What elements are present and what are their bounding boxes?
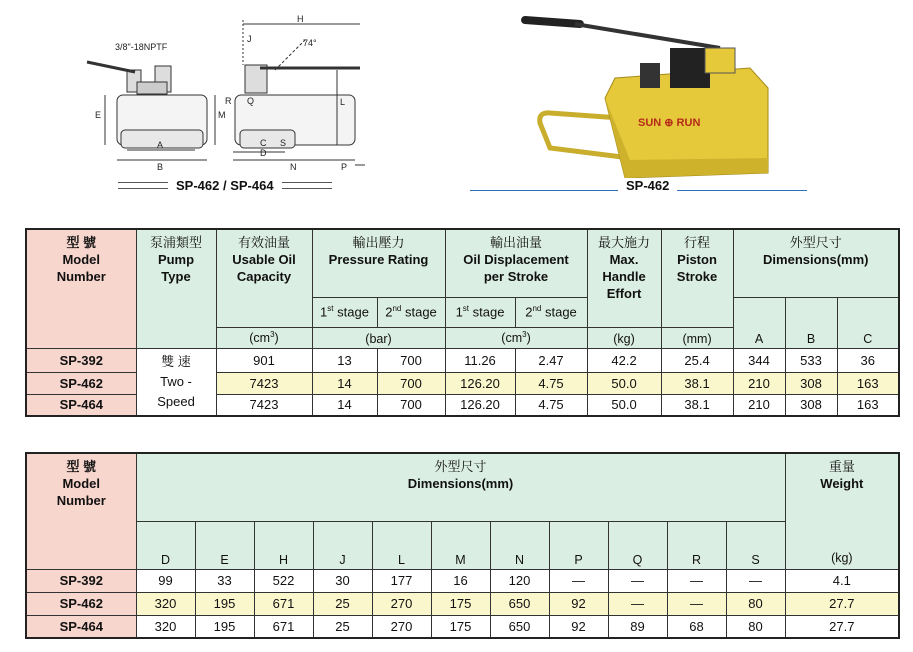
unit-stroke: (mm) bbox=[661, 327, 733, 348]
capacity-value: 7423 bbox=[216, 372, 312, 394]
pressure-stage1-value: 13 bbox=[312, 348, 377, 372]
dim-a-value: 344 bbox=[733, 348, 785, 372]
header-dim-q: Q bbox=[608, 521, 667, 569]
dim-p-value: 92 bbox=[549, 592, 608, 615]
dim-m-value: 175 bbox=[431, 592, 490, 615]
label-p: P bbox=[341, 162, 348, 172]
pressure-stage2-value: 700 bbox=[377, 348, 445, 372]
dim-q-value: — bbox=[608, 569, 667, 592]
photo-caption-line-right bbox=[677, 190, 807, 191]
label-c: C bbox=[260, 138, 267, 148]
dim-n-value: 650 bbox=[490, 592, 549, 615]
label-m: M bbox=[218, 110, 226, 120]
dim-b-value: 308 bbox=[785, 372, 837, 394]
spec-table-dimensions bbox=[25, 452, 900, 639]
effort-value: 42.2 bbox=[587, 348, 661, 372]
label-h: H bbox=[297, 14, 304, 24]
unit-weight: (kg) bbox=[831, 550, 853, 565]
dim-e-value: 195 bbox=[195, 615, 254, 638]
dim-l-value: 270 bbox=[372, 615, 431, 638]
pressure-stage1-value: 14 bbox=[312, 394, 377, 416]
header-pump-type: 泵浦類型 Pump Type bbox=[136, 229, 216, 348]
pressure-stage2-value: 700 bbox=[377, 394, 445, 416]
pressure-stage2-value: 700 bbox=[377, 372, 445, 394]
header-stroke: 行程 Piston Stroke bbox=[661, 229, 733, 327]
table-row bbox=[26, 615, 899, 638]
header-effort: 最大施力 Max. Handle Effort bbox=[587, 229, 661, 327]
displacement-stage1-value: 11.26 bbox=[445, 348, 515, 372]
label-port: 3/8"-18NPTF bbox=[115, 42, 168, 52]
stroke-value: 25.4 bbox=[661, 348, 733, 372]
spec-table-pump bbox=[25, 228, 900, 417]
displacement-stage2-value: 4.75 bbox=[515, 372, 587, 394]
label-b: B bbox=[157, 162, 164, 172]
dim-n-value: 120 bbox=[490, 569, 549, 592]
stroke-value: 38.1 bbox=[661, 372, 733, 394]
weight-value: 4.1 bbox=[785, 569, 899, 592]
model-number: SP-462 bbox=[26, 372, 136, 394]
dim-l-value: 177 bbox=[372, 569, 431, 592]
product-photo bbox=[520, 8, 770, 178]
drawing-caption-text: SP-462 / SP-464 bbox=[176, 178, 274, 193]
unit-displacement: $(cm^3)$ bbox=[445, 327, 587, 348]
dim-r-value: — bbox=[667, 592, 726, 615]
dim-j-value: 30 bbox=[313, 569, 372, 592]
label-n: N bbox=[290, 162, 297, 172]
label-j: J bbox=[247, 34, 252, 44]
dim-a-value: 210 bbox=[733, 372, 785, 394]
model-number: SP-392 bbox=[26, 569, 136, 592]
table-row bbox=[26, 592, 899, 615]
dim-m-value: 175 bbox=[431, 615, 490, 638]
dim-e-value: 33 bbox=[195, 569, 254, 592]
dim-h-value: 671 bbox=[254, 615, 313, 638]
header-dimensions: 外型尺寸 Dimensions(mm) bbox=[136, 453, 785, 521]
dim-d-value: 320 bbox=[136, 592, 195, 615]
dim-e-value: 195 bbox=[195, 592, 254, 615]
model-number: SP-462 bbox=[26, 592, 136, 615]
dim-h-value: 522 bbox=[254, 569, 313, 592]
unit-capacity: $(cm^3)$ bbox=[216, 327, 312, 348]
photo-caption bbox=[470, 178, 807, 193]
photo-caption-line-left bbox=[470, 190, 618, 191]
header-model: 型 號 Model Number bbox=[26, 453, 136, 569]
dim-a-value: 210 bbox=[733, 394, 785, 416]
header-weight: 重量 Weight (kg) bbox=[785, 453, 899, 569]
label-s: S bbox=[280, 138, 287, 148]
dim-r-value: — bbox=[667, 569, 726, 592]
dim-m-value: 16 bbox=[431, 569, 490, 592]
header-dim-d: D bbox=[136, 521, 195, 569]
label-d: D bbox=[260, 148, 267, 158]
label-q: Q bbox=[247, 96, 255, 106]
dim-q-value: 89 bbox=[608, 615, 667, 638]
header-dim-h: H bbox=[254, 521, 313, 569]
header-dim-b: B bbox=[785, 297, 837, 348]
weight-value: 27.7 bbox=[785, 592, 899, 615]
dim-r-value: 68 bbox=[667, 615, 726, 638]
dim-j-value: 25 bbox=[313, 592, 372, 615]
header-pressure-stage1: 1st stage bbox=[312, 297, 377, 327]
table-row bbox=[26, 569, 899, 592]
label-angle: 74° bbox=[303, 38, 317, 48]
effort-value: 50.0 bbox=[587, 372, 661, 394]
pump-type-value: 雙 速 Two - Speed bbox=[136, 348, 216, 416]
label-l: L bbox=[340, 97, 346, 107]
header-dim-l: L bbox=[372, 521, 431, 569]
dim-c-value: 163 bbox=[837, 394, 899, 416]
photo-caption-text: SP-462 bbox=[626, 178, 670, 193]
header-model: 型 號 Model Number bbox=[26, 229, 136, 348]
table-row bbox=[26, 348, 899, 372]
dim-b-value: 533 bbox=[785, 348, 837, 372]
dim-q-value: — bbox=[608, 592, 667, 615]
model-number: SP-464 bbox=[26, 615, 136, 638]
capacity-value: 7423 bbox=[216, 394, 312, 416]
header-dim-c: C bbox=[837, 297, 899, 348]
header-displacement-stage1: 1st stage bbox=[445, 297, 515, 327]
dim-n-value: 650 bbox=[490, 615, 549, 638]
header-dim-r: R bbox=[667, 521, 726, 569]
header-capacity: 有效油量 Usable Oil Capacity bbox=[216, 229, 312, 327]
header-dim-j: J bbox=[313, 521, 372, 569]
dim-p-value: — bbox=[549, 569, 608, 592]
capacity-value: 901 bbox=[216, 348, 312, 372]
header-displacement: 輸出油量 Oil Displacement per Stroke bbox=[445, 229, 587, 297]
header-dim-e: E bbox=[195, 521, 254, 569]
dimension-drawing bbox=[75, 10, 365, 175]
dim-d-value: 320 bbox=[136, 615, 195, 638]
header-displacement-stage2: 2nd stage bbox=[515, 297, 587, 327]
drawing-caption bbox=[118, 178, 332, 193]
dim-j-value: 25 bbox=[313, 615, 372, 638]
dim-d-value: 99 bbox=[136, 569, 195, 592]
header-pressure: 輸出壓力 Pressure Rating bbox=[312, 229, 445, 297]
dim-s-value: — bbox=[726, 569, 785, 592]
weight-value: 27.7 bbox=[785, 615, 899, 638]
header-dimensions: 外型尺寸 Dimensions(mm) bbox=[733, 229, 899, 297]
displacement-stage1-value: 126.20 bbox=[445, 372, 515, 394]
model-number: SP-392 bbox=[26, 348, 136, 372]
dim-s-value: 80 bbox=[726, 615, 785, 638]
unit-pressure: (bar) bbox=[312, 327, 445, 348]
header-dim-p: P bbox=[549, 521, 608, 569]
dim-h-value: 671 bbox=[254, 592, 313, 615]
dim-b-value: 308 bbox=[785, 394, 837, 416]
photo-brand: SUN ⊕ RUN bbox=[638, 117, 701, 129]
caption-rule-left bbox=[118, 182, 168, 189]
unit-effort: (kg) bbox=[587, 327, 661, 348]
model-number: SP-464 bbox=[26, 394, 136, 416]
dim-l-value: 270 bbox=[372, 592, 431, 615]
pressure-stage1-value: 14 bbox=[312, 372, 377, 394]
dim-p-value: 92 bbox=[549, 615, 608, 638]
effort-value: 50.0 bbox=[587, 394, 661, 416]
dim-c-value: 36 bbox=[837, 348, 899, 372]
dim-s-value: 80 bbox=[726, 592, 785, 615]
caption-rule-right bbox=[282, 182, 332, 189]
label-a: A bbox=[157, 140, 164, 150]
header-pressure-stage2: 2nd stage bbox=[377, 297, 445, 327]
displacement-stage2-value: 4.75 bbox=[515, 394, 587, 416]
header-dim-a: A bbox=[733, 297, 785, 348]
stroke-value: 38.1 bbox=[661, 394, 733, 416]
header-dim-n: N bbox=[490, 521, 549, 569]
displacement-stage2-value: 2.47 bbox=[515, 348, 587, 372]
displacement-stage1-value: 126.20 bbox=[445, 394, 515, 416]
label-r: R bbox=[225, 96, 232, 106]
header-dim-s: S bbox=[726, 521, 785, 569]
header-dim-m: M bbox=[431, 521, 490, 569]
dim-c-value: 163 bbox=[837, 372, 899, 394]
label-e: E bbox=[95, 110, 102, 120]
